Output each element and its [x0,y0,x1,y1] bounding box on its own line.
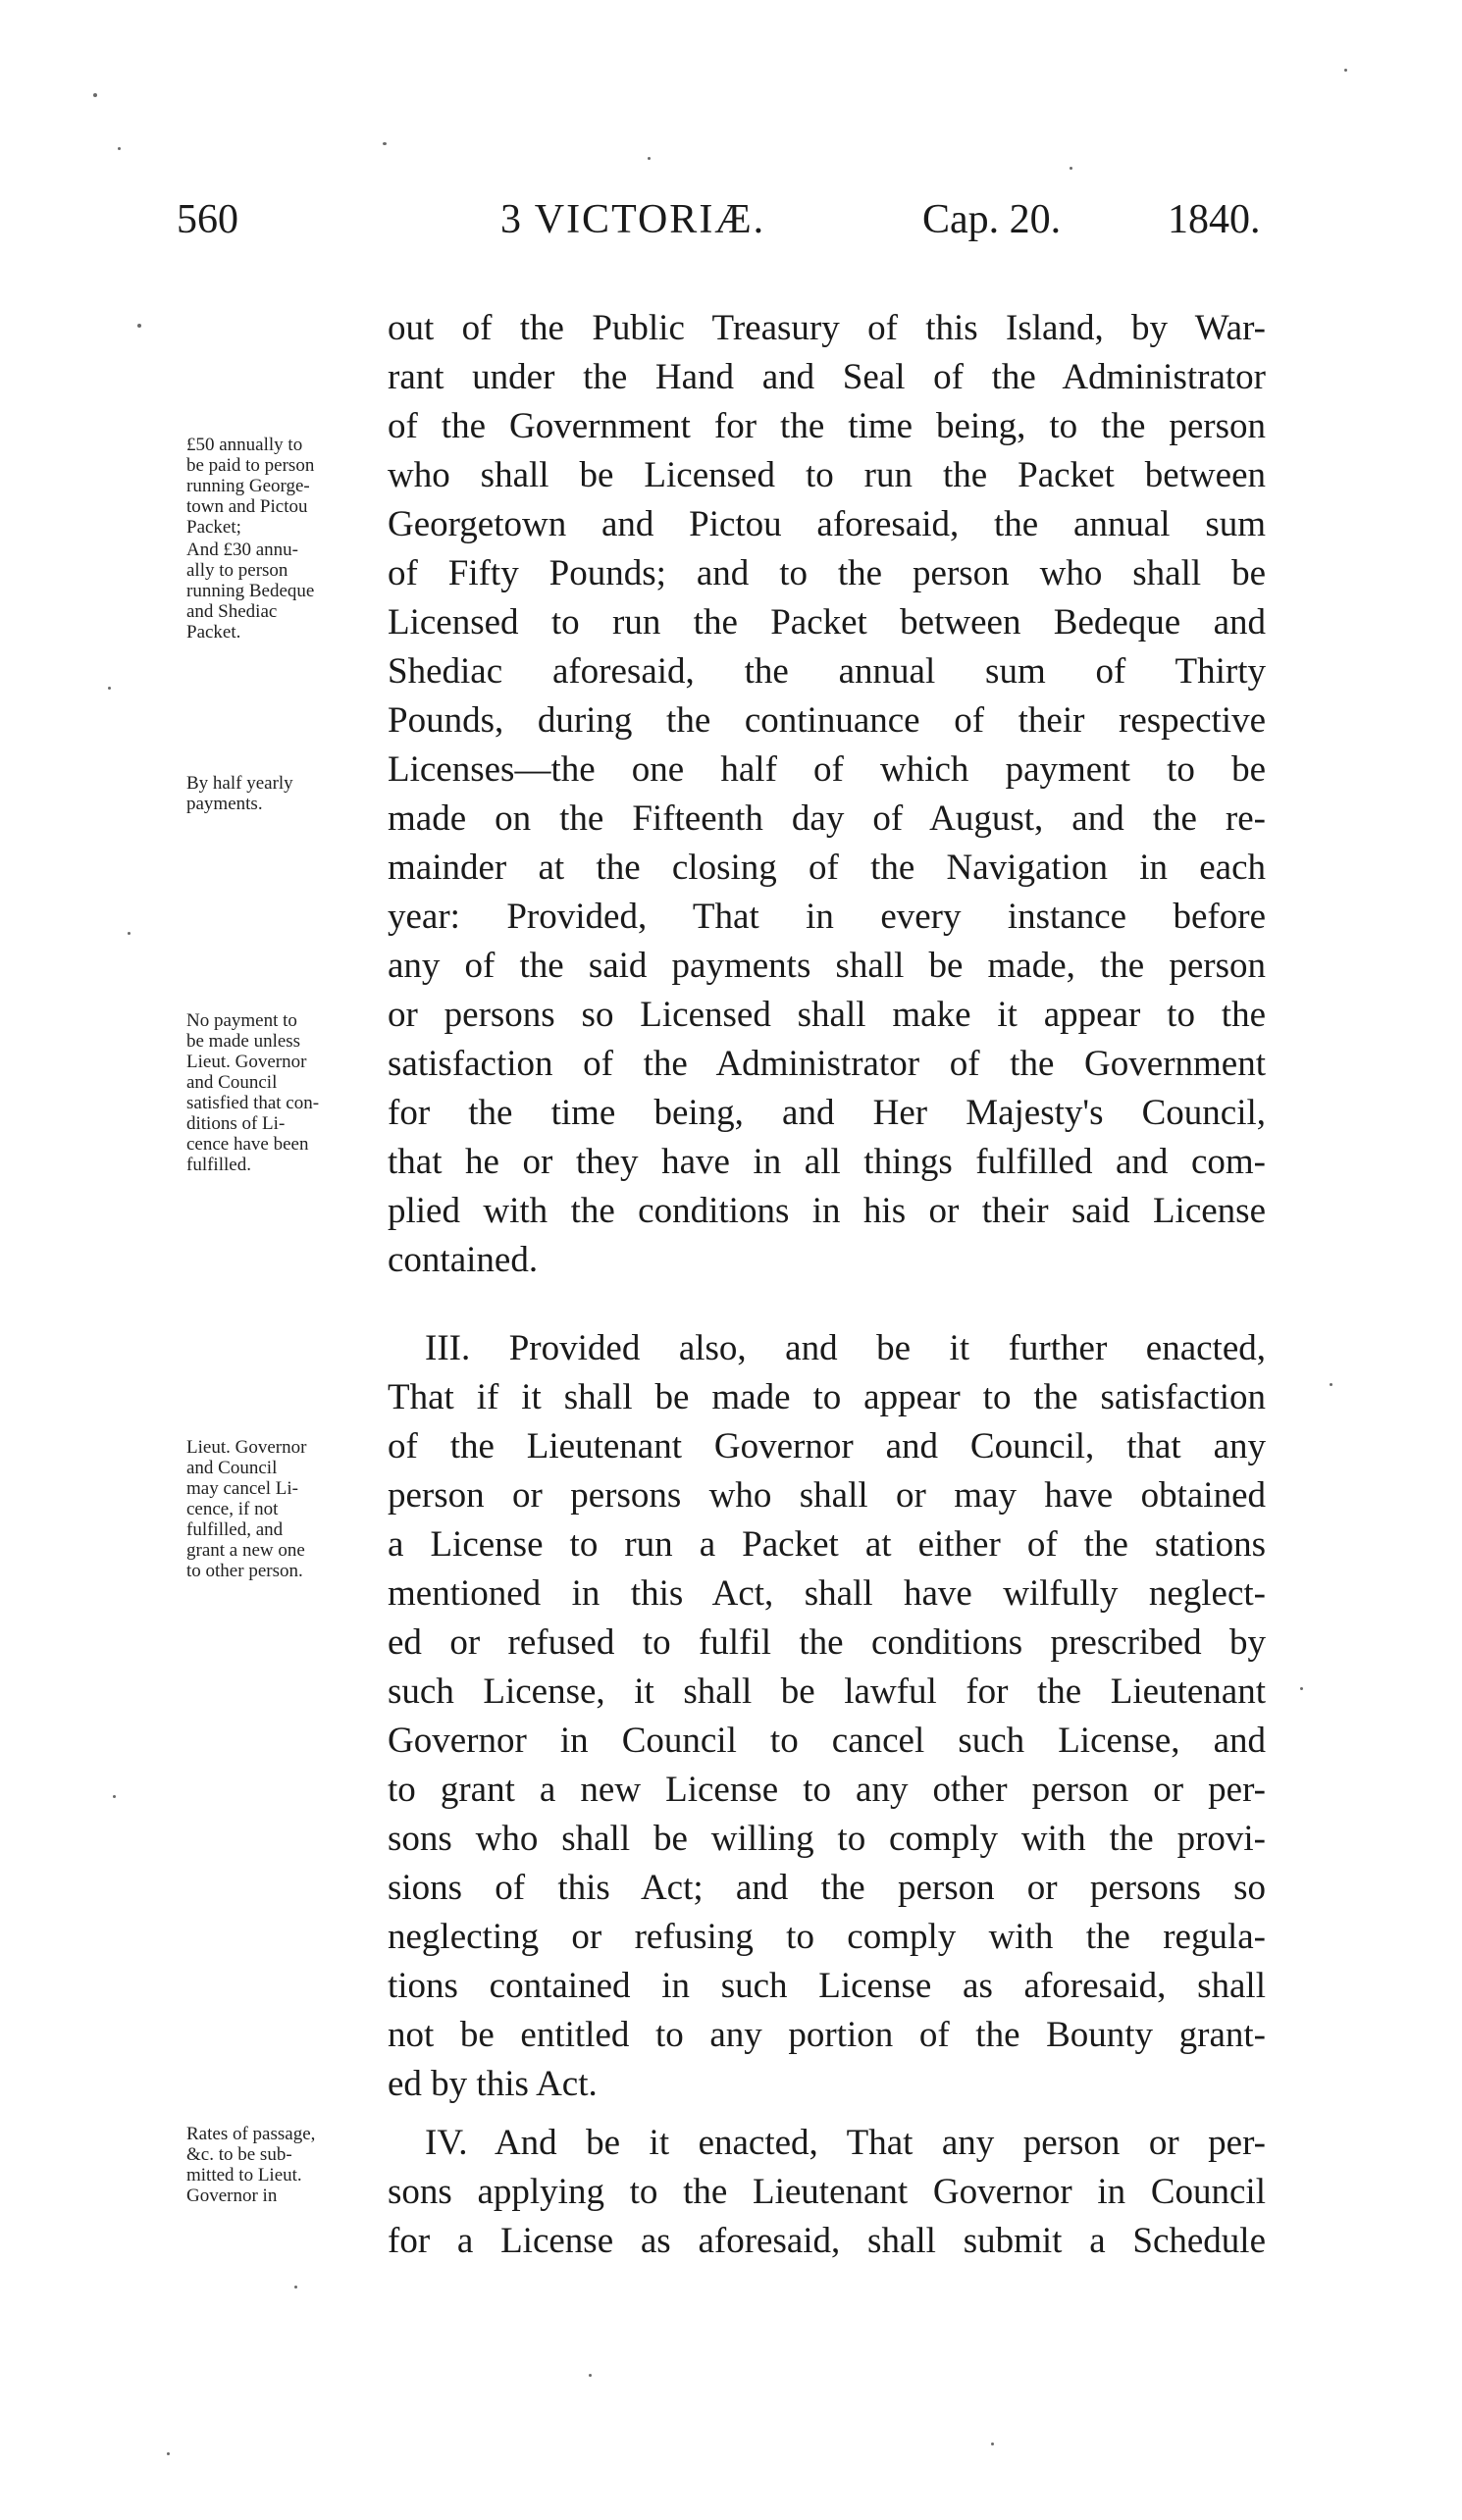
text-line: made on the Fifteenth day of August, and the re- [388,798,1266,839]
section-three [388,1324,1266,2109]
text-line: out of the Public Treasury of this Island, by War- [388,308,1266,348]
text-line: rant under the Hand and Seal of the Administrator [388,357,1266,397]
text-line: Governor in Council to cancel such License, and [388,1721,1266,1761]
scan-speck [128,932,131,935]
text-line: contained. [388,1240,539,1280]
text-line: who shall be Licensed to run the Packet between [388,455,1266,495]
text-line: that he or they have in all things fulfilled and com- [388,1142,1266,1182]
text-line: of the Government for the time being, to the person [388,406,1266,446]
text-line: or persons so Licensed shall make it appear to the [388,995,1266,1035]
text-line: any of the said payments shall be made, the person [388,946,1266,986]
scan-speck [991,2443,994,2445]
text-line: satisfaction of the Administrator of the Government [388,1044,1266,1084]
text-line: Georgetown and Pictou aforesaid, the annual sum [388,504,1266,544]
text-line: ed by this Act. [388,2064,598,2104]
margin-note: £50 annually to be paid to person running George- town and Pictou Packet; [186,435,315,538]
scan-speck [1330,1383,1332,1386]
text-line: Shediac aforesaid, the annual sum of Thirty [388,651,1266,692]
margin-note: And £30 annu- ally to person running Bedeque and Shediac Packet. [186,540,315,643]
text-line: to grant a new License to any other person or per- [388,1770,1266,1810]
text-line: a License to run a Packet at either of the stations [388,1524,1266,1565]
text-line: mainder at the closing of the Navigation in each [388,848,1266,888]
scan-speck [118,147,121,150]
scan-speck [383,142,387,145]
page-number: 560 [177,197,238,242]
text-line: That if it shall be made to appear to the satisfaction [388,1377,1266,1417]
text-line: plied with the conditions in his or their said License [388,1191,1266,1231]
year-label: 1840. [1168,197,1261,242]
scan-speck [1300,1687,1303,1690]
text-line: Licenses—the one half of which payment to be [388,749,1266,790]
margin-note: No payment to be made unless Lieut. Governor and Council satisfied that con- ditions of Li- cence have been fulfilled. [186,1010,320,1175]
text-line: sions of this Act; and the person or persons so [388,1868,1266,1908]
scan-speck [1070,167,1072,170]
text-line: not be entitled to any portion of the Bounty grant- [388,2015,1266,2055]
scan-speck [1344,69,1347,72]
margin-note: By half yearly payments. [186,773,293,814]
text-line: for the time being, and Her Majesty's Council, [388,1093,1266,1133]
text-line: of Fifty Pounds; and to the person who shall be [388,553,1266,593]
scan-speck [113,1795,116,1798]
text-line: year: Provided, That in every instance before [388,897,1266,937]
text-line: mentioned in this Act, shall have wilfully neglect- [388,1573,1266,1614]
section-heading-line: IV. And be it enacted, That any person or per- [425,2123,1266,2163]
scan-speck [294,2286,297,2289]
margin-note: Rates of passage, &c. to be sub- mitted to Lieut. Governor in [186,2124,316,2206]
text-line: person or persons who shall or may have obtained [388,1475,1266,1516]
scan-speck [648,157,651,160]
scan-speck [589,2374,592,2377]
text-line: ed or refused to fulfil the conditions prescribed by [388,1622,1266,1663]
text-line: Licensed to run the Packet between Bedeque and [388,602,1266,643]
scan-speck [137,324,141,328]
statute-text [388,304,1266,1285]
text-line: sons applying to the Lieutenant Governor in Council [388,2172,1266,2212]
section-heading-line: III. Provided also, and be it further enacted, [425,1328,1266,1368]
text-line: Pounds, during the continuance of their respective [388,700,1266,741]
text-line: of the Lieutenant Governor and Council, that any [388,1426,1266,1466]
scan-speck [93,93,97,97]
running-header [177,196,1276,255]
section-four [388,2119,1266,2266]
text-line: tions contained in such License as aforesaid, shall [388,1966,1266,2006]
margin-note: Lieut. Governor and Council may cancel Li- cence, if not fulfilled, and grant a new one to other person. [186,1437,307,1581]
scan-speck [108,687,111,690]
text-line: such License, it shall be lawful for the Lieutenant [388,1671,1266,1712]
text-line: sons who shall be willing to comply with the provi- [388,1819,1266,1859]
text-line: neglecting or refusing to comply with the regula- [388,1917,1266,1957]
chapter-number: Cap. 20. [922,197,1062,242]
text-line: for a License as aforesaid, shall submit a Schedule [388,2221,1266,2261]
reign-title: 3 VICTORIÆ. [500,197,766,242]
scan-speck [167,2452,170,2455]
